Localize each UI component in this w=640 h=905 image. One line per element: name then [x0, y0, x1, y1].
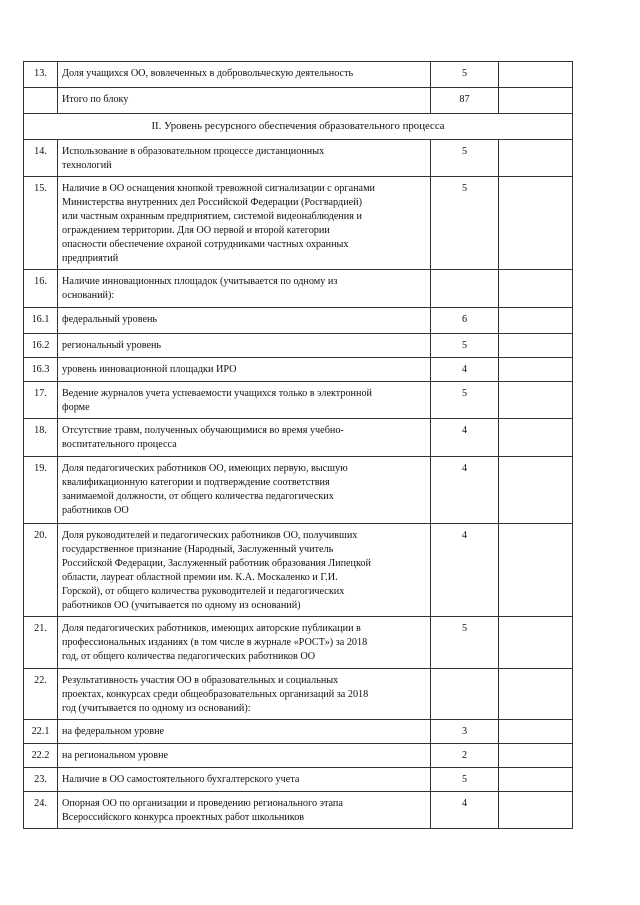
- empty-cell: [499, 768, 573, 792]
- criterion-text-cell: [58, 524, 431, 617]
- score-cell: 5: [431, 382, 499, 419]
- row-number-cell: 19.: [24, 457, 58, 524]
- row-number-cell: 22.1: [24, 720, 58, 744]
- table-row: [24, 308, 573, 334]
- criterion-text-line: Министерства внутренних дел Российской Федерации (Росгвардией): [62, 197, 363, 208]
- row-number-cell: 24.: [24, 792, 58, 829]
- empty-cell: [499, 270, 573, 308]
- criterion-text-cell: [58, 88, 431, 114]
- section-header-row: [24, 114, 573, 140]
- criterion-text-line: Доля руководителей и педагогических работников ОО, получивших: [62, 530, 358, 541]
- score-cell: 5: [431, 177, 499, 270]
- criterion-text-line: Российской Федерации, Заслуженный работник образования Липецкой: [62, 558, 371, 569]
- table-row: [24, 792, 573, 829]
- table-row: [24, 669, 573, 720]
- criterion-text-cell: [58, 308, 431, 334]
- criterion-text-line: форме: [62, 402, 90, 413]
- table-row: [24, 177, 573, 270]
- criterion-text-line: области, лауреат областной премии им. К.А. Москаленко и Г.И.: [62, 572, 338, 583]
- criterion-text-line: Отсутствие травм, полученных обучающимися во время учебно-: [62, 425, 344, 436]
- table-row: [24, 768, 573, 792]
- criterion-text-cell: [58, 419, 431, 457]
- row-number-cell: 16.1: [24, 308, 58, 334]
- score-cell: 5: [431, 140, 499, 177]
- table-row: [24, 382, 573, 419]
- criterion-text-line: на федеральном уровне: [62, 726, 165, 737]
- criterion-text-line: воспитательного процесса: [62, 439, 177, 450]
- empty-cell: [499, 457, 573, 524]
- criterion-text-line: год, от общего количества педагогических работников ОО: [62, 651, 316, 662]
- criterion-text-cell: [58, 457, 431, 524]
- criterion-text-line: Доля учащихся ОО, вовлеченных в добровольческую деятельность: [62, 68, 354, 79]
- table-row: [24, 358, 573, 382]
- criterion-text-line: Результативность участия ОО в образовательных и социальных: [62, 675, 339, 686]
- table-row: [24, 744, 573, 768]
- criterion-text-line: Горской), от общего количества руководителей и педагогических: [62, 586, 345, 597]
- table-row: [24, 524, 573, 617]
- criterion-text-cell: [58, 792, 431, 829]
- score-cell: 4: [431, 419, 499, 457]
- criterion-text-line: технологий: [62, 160, 112, 171]
- table-row: [24, 617, 573, 669]
- criterion-text-line: федеральный уровень: [62, 314, 158, 325]
- criterion-text-line: Наличие в ОО самостоятельного бухгалтерского учета: [62, 774, 300, 785]
- criterion-text-cell: [58, 177, 431, 270]
- criterion-text-line: опасности обеспечение охраной сотрудниками частных охранных: [62, 239, 349, 250]
- score-cell: 3: [431, 720, 499, 744]
- score-cell: 87: [431, 88, 499, 114]
- criterion-text-line: квалификационную категории и подтверждение соответствия: [62, 477, 330, 488]
- empty-cell: [499, 140, 573, 177]
- criterion-text-line: год (учитывается по одному из оснований):: [62, 703, 251, 714]
- score-cell: 5: [431, 62, 499, 88]
- score-cell: [431, 270, 499, 308]
- criterion-text-cell: [58, 334, 431, 358]
- criterion-text-line: Ведение журналов учета успеваемости учащихся только в электронной: [62, 388, 372, 399]
- criterion-text-line: на региональном уровне: [62, 750, 169, 761]
- table-row: [24, 720, 573, 744]
- score-cell: 5: [431, 334, 499, 358]
- criterion-text-cell: [58, 669, 431, 720]
- score-cell: 6: [431, 308, 499, 334]
- criterion-text-line: работников ОО (учитывается по одному из оснований): [62, 600, 301, 611]
- empty-cell: [499, 617, 573, 669]
- table-row: [24, 88, 573, 114]
- row-number-cell: 14.: [24, 140, 58, 177]
- criterion-text-cell: [58, 270, 431, 308]
- row-number-cell: 22.2: [24, 744, 58, 768]
- criterion-text-line: профессиональных изданиях (в том числе в журнале «РОСТ») за 2018: [62, 637, 368, 648]
- criterion-text-line: оснований):: [62, 290, 115, 301]
- row-number-cell: 20.: [24, 524, 58, 617]
- criterion-text-line: Всероссийского конкурса проектных работ школьников: [62, 812, 305, 823]
- criterion-text-cell: [58, 720, 431, 744]
- criterion-text-cell: [58, 744, 431, 768]
- table-row: [24, 419, 573, 457]
- score-cell: 5: [431, 768, 499, 792]
- row-number-cell: 15.: [24, 177, 58, 270]
- empty-cell: [499, 744, 573, 768]
- criterion-text-cell: [58, 382, 431, 419]
- empty-cell: [499, 382, 573, 419]
- score-cell: 4: [431, 792, 499, 829]
- row-number-cell: 16.: [24, 270, 58, 308]
- criterion-text-line: уровень инновационной площадки ИРО: [62, 364, 237, 375]
- empty-cell: [499, 358, 573, 382]
- criteria-table-body: [24, 62, 573, 829]
- criterion-text-line: Доля педагогических работников ОО, имеющих первую, высшую: [62, 463, 348, 474]
- score-cell: 5: [431, 617, 499, 669]
- row-number-cell: 16.3: [24, 358, 58, 382]
- score-cell: 2: [431, 744, 499, 768]
- section-title: II. Уровень ресурсного обеспечения образовательного процесса: [24, 114, 573, 140]
- table-row: [24, 457, 573, 524]
- criterion-text-line: ограждением территории. Для ОО первой и второй категории: [62, 225, 330, 236]
- row-number-cell: [24, 88, 58, 114]
- criterion-text-cell: [58, 140, 431, 177]
- criterion-text-line: или частным охранным предприятием, системой видеонаблюдения и: [62, 211, 362, 222]
- criterion-text-cell: [58, 768, 431, 792]
- empty-cell: [499, 62, 573, 88]
- criterion-text-line: Использование в образовательном процессе дистанционных: [62, 146, 325, 157]
- empty-cell: [499, 177, 573, 270]
- criterion-text-cell: [58, 358, 431, 382]
- row-number-cell: 21.: [24, 617, 58, 669]
- criterion-text-line: предприятий: [62, 253, 119, 264]
- empty-cell: [499, 669, 573, 720]
- table-row: [24, 270, 573, 308]
- empty-cell: [499, 88, 573, 114]
- criterion-text-cell: [58, 62, 431, 88]
- row-number-cell: 18.: [24, 419, 58, 457]
- score-cell: [431, 669, 499, 720]
- criterion-text-line: региональный уровень: [62, 340, 162, 351]
- score-cell: 4: [431, 358, 499, 382]
- criterion-text-line: Наличие в ОО оснащения кнопкой тревожной сигнализации с органами: [62, 183, 375, 194]
- row-number-cell: 17.: [24, 382, 58, 419]
- row-number-cell: 22.: [24, 669, 58, 720]
- criterion-text-cell: [58, 617, 431, 669]
- criterion-text-line: Наличие инновационных площадок (учитывается по одному из: [62, 276, 338, 287]
- table-row: [24, 62, 573, 88]
- table-row: [24, 334, 573, 358]
- score-cell: 4: [431, 524, 499, 617]
- criterion-text-line: проектах, конкурсах среди общеобразовательных организаций за 2018: [62, 689, 369, 700]
- criterion-text-line: занимаемой должности, от общего количества педагогических: [62, 491, 334, 502]
- empty-cell: [499, 419, 573, 457]
- empty-cell: [499, 334, 573, 358]
- table-row: [24, 140, 573, 177]
- score-cell: 4: [431, 457, 499, 524]
- row-number-cell: 16.2: [24, 334, 58, 358]
- criterion-text-line: Опорная ОО по организации и проведению регионального этапа: [62, 798, 343, 809]
- row-number-cell: 13.: [24, 62, 58, 88]
- criterion-text-line: государственное признание (Народный, Заслуженный учитель: [62, 544, 334, 555]
- criterion-text-line: Итого по блоку: [62, 94, 129, 105]
- empty-cell: [499, 524, 573, 617]
- empty-cell: [499, 720, 573, 744]
- criteria-table: [23, 61, 573, 829]
- empty-cell: [499, 308, 573, 334]
- criterion-text-line: Доля педагогических работников, имеющих авторские публикации в: [62, 623, 361, 634]
- empty-cell: [499, 792, 573, 829]
- criterion-text-line: работников ОО: [62, 505, 129, 516]
- row-number-cell: 23.: [24, 768, 58, 792]
